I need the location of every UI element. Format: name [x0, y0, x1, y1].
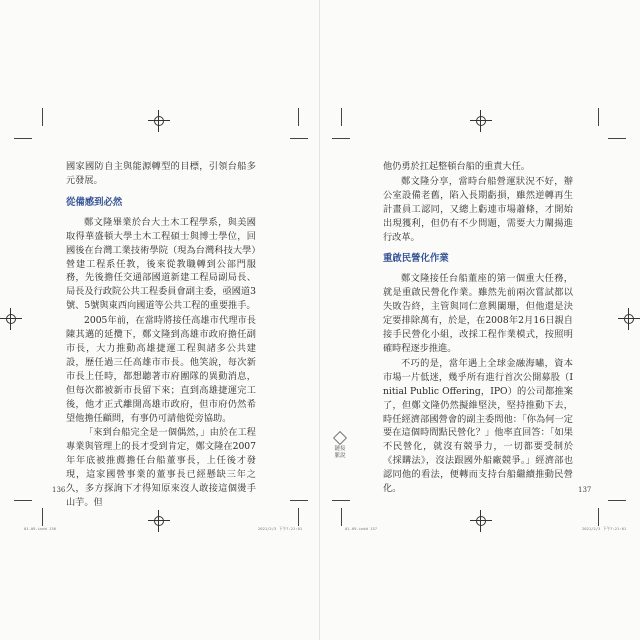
crop-mark: [332, 138, 350, 139]
crop-mark: [14, 138, 32, 139]
crop-mark: [290, 138, 308, 139]
paragraph: 2005年前，在當時將接任高雄市代理市長陳其邁的延攬下，鄭文隆到高雄市政府擔任副市長，大力推動高雄捷運工程與諸多公共建設，歷任過三任高雄市市長。他笑說，每次新市長上任時，都想聽著市府團隊的異動消息，但每次都被新市長留下來；直到高雄捷運完工後，他才正式離開高雄市政府，但市府仍然希望他擔任顧問，有事仍可請他從旁協助。: [66, 315, 256, 424]
registration-mark-icon: [0, 308, 22, 330]
crop-mark: [42, 108, 43, 126]
left-page-text: [66, 160, 256, 511]
chapter-emblem-icon: [333, 431, 347, 445]
registration-mark-icon: [618, 308, 640, 330]
paragraph: 鄭文隆接任台船董座的第一個重大任務，就是重啟民營化作業。雖然先前兩次嘗試都以失敗告終，主管與同仁意興闌珊，但他還是決定要排除萬有，於是，在2008年2月16日親自接手民營化小組，改採工程作業模式，按照明確時程逐步推進。: [383, 273, 573, 354]
paragraph: 鄭文隆畢業於台大土木工程學系，與美國取得華盛頓大學土木工程碩士與博士學位，回國後在台灣工業技術學院（現為台灣科技大學）營建工程系任教，後來從教職轉到公部門服務，先後擔任交通部國道新建工程局副局長、局長及行政院公共工程委員會副主委，亟國道3號、5號與東西向國道等公共工程的重要推手。: [66, 216, 256, 312]
registration-mark-icon: [470, 110, 492, 132]
crop-mark: [598, 108, 599, 126]
crop-mark: [608, 500, 626, 501]
crop-mark: [608, 138, 626, 139]
paragraph: 國家國防自主與能源轉型的目標，引領台船多元發展。: [66, 161, 256, 186]
page-number: 136: [52, 486, 66, 494]
chapter-emblem: [333, 433, 347, 460]
registration-mark-icon: [470, 510, 492, 532]
section-heading: 從備感到必然: [66, 196, 123, 208]
crop-mark: [42, 508, 43, 526]
crop-mark: [598, 508, 599, 526]
spine-gutter: [319, 0, 320, 640]
chapter-emblem-text: 鏈接脈說: [334, 446, 346, 459]
slug-filename: 01-09.indd 136: [24, 526, 57, 531]
paragraph: 不巧的是，當年遇上全球金融海嘯，資本市場一片低迷，幾乎所有進行首次公開募股（Initial Public Offering，IPO）的公司都推案了，但鄭文隆仍然擬維堅決，堅持推動下去，時任經濟部國營會的副主委問他：「你為何一定要在這個時間點民營化？」他率直回答：「如果不民營化，就沒有競爭力，一切都要受制於《採購法》，沒法跟國外船廠競爭。」經濟部也認同他的看法，便轉而支持台船繼續推動民營化。: [383, 357, 573, 495]
paragraph: 「來到台船完全是一個偶然，」由於在工程專業與管理上的長才受到肯定，鄭文隆在2007年年底被推薦擔任台船董事長，上任後才發現，這家國營事業的董事長已經懸缺三年之久，多方探詢下才得知原來沒人敢接這個燙手山芋。但: [66, 427, 256, 508]
section-heading: 重啟民營化作業: [383, 253, 449, 265]
crop-mark: [298, 108, 299, 126]
registration-mark-icon: [148, 110, 170, 132]
crop-mark: [14, 500, 32, 501]
crop-mark: [341, 508, 342, 526]
paragraph: 鄭文隆分享，當時台船營運狀況不好，辦公室設備老舊，陷入長期虧損，雖然逆轉再生計畫員工認同，又總上虧連市場蕭條，才開始出現獲利，但仍有不少問題，需要大力闡揚進行改革。: [383, 175, 573, 243]
paragraph: 他仍勇於扛起整頓台船的重責大任。: [383, 161, 530, 172]
crop-mark: [341, 108, 342, 126]
crop-mark: [298, 508, 299, 526]
crop-mark: [290, 500, 308, 501]
slug-timestamp: 2021/2/3 下午7:21:01: [582, 526, 627, 531]
page-number: 137: [578, 486, 592, 494]
right-page-text: [383, 160, 573, 497]
slug-filename: 01-09.indd 137: [345, 526, 378, 531]
slug-timestamp: 2021/2/3 下午7:21:01: [258, 526, 303, 531]
crop-mark: [332, 500, 350, 501]
registration-mark-icon: [148, 510, 170, 532]
